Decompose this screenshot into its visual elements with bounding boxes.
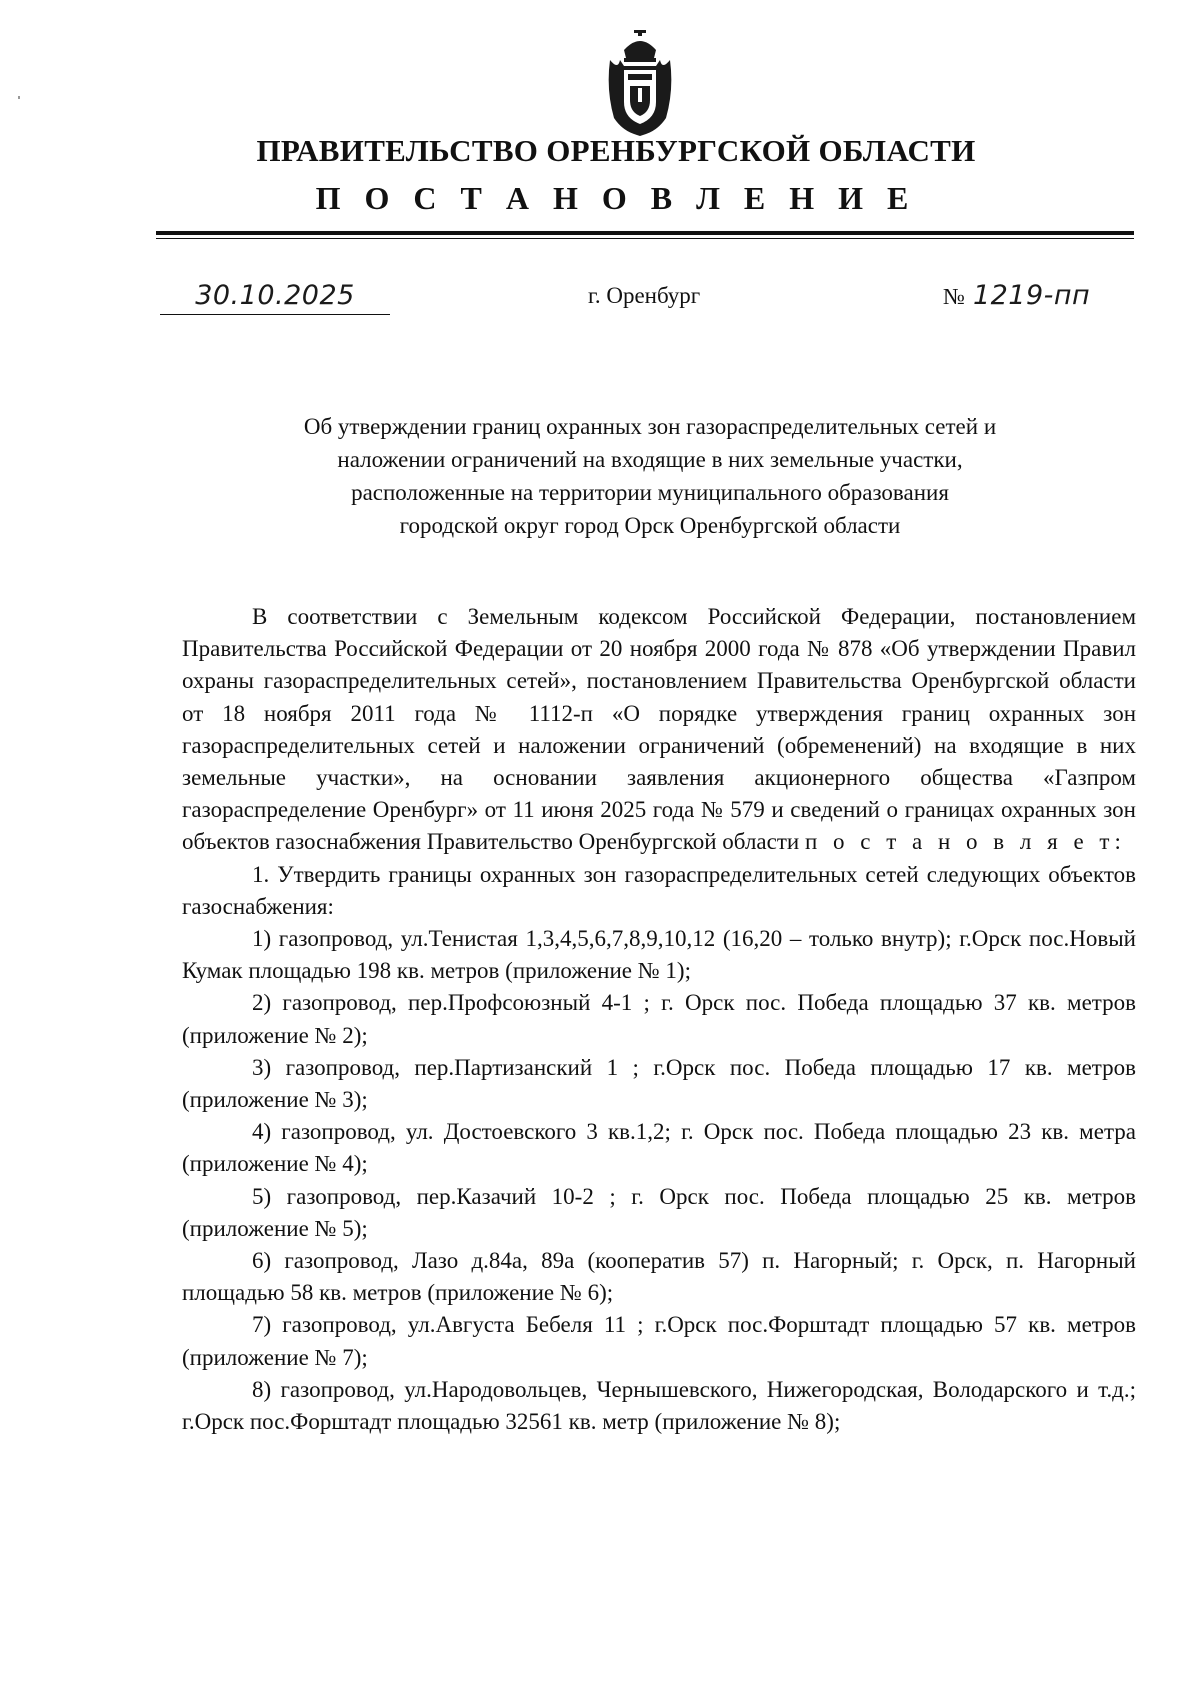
list-item: 3) газопровод, пер.Партизанский 1 ; г.Орск пос. Победа площадью 17 кв. метров (приложение № 3); xyxy=(182,1054,1136,1113)
document-body xyxy=(182,601,1136,1438)
preamble-text: В соответствии с Земельным кодексом Российской Федерации, постановлением Правительства Российской Федерации от 20 ноября 2000 года № 878 «Об утверждении Правил охраны газораспределительных сетей», постановлением Правительства Оренбургской области от 18 ноября 2011 года № 1112-п «О порядке утверждения границ охранных зон газораспределительных сетей и наложении ограничений (обременений) на входящие в них земельные участки», на основании заявления акционерного общества «Газпром газораспределение Оренбург» от 11 июня 2025 года № 579 и сведений о границах охранных зон объектов газоснабжения Правительство Оренбургской области xyxy=(182,604,1136,855)
document-title xyxy=(190,410,1110,542)
header-divider-thick xyxy=(156,231,1134,235)
list-item: 5) газопровод, пер.Казачий 10-2 ; г. Орск пос. Победа площадью 25 кв. метров (приложение № 5); xyxy=(182,1183,1136,1241)
number-handwritten: 1219-пп xyxy=(972,280,1091,311)
coat-of-arms-emblem xyxy=(604,30,676,138)
preamble-paragraph xyxy=(182,601,1136,859)
decree-word: п о с т а н о в л я е т: xyxy=(804,829,1126,855)
list-item: 4) газопровод, ул. Достоевского 3 кв.1,2; г. Орск пос. Победа площадью 23 кв. метра (приложение № 4); xyxy=(182,1119,1136,1177)
date-handwritten: 30.10.2025 xyxy=(195,280,355,311)
title-line: наложении ограничений на входящие в них земельные участки, xyxy=(337,447,963,472)
document-type-heading: П О С Т А Н О В Л Е Н И Е xyxy=(315,180,917,216)
title-line: расположенные на территории муниципального образования xyxy=(351,480,949,505)
number-prefix: № xyxy=(943,284,965,309)
list-item: 6) газопровод, Лазо д.84а, 89а (кооператив 57) п. Нагорный; г. Орск, п. Нагорный площадью 58 кв. метров (приложение № 6); xyxy=(182,1248,1136,1306)
list-item: 7) газопровод, ул.Августа Бебеля 11 ; г.Орск пос.Форштадт площадью 57 кв. метров (приложение № 7); xyxy=(182,1312,1136,1370)
title-line: городской округ город Орск Оренбургской области xyxy=(399,513,901,538)
list-item: 1) газопровод, ул.Тенистая 1,3,4,5,6,7,8,9,10,12 (16,20 – только внутр); г.Орск пос.Новый Кумак площадью 198 кв. метров (приложение № 1); xyxy=(182,926,1136,984)
list-item: 2) газопровод, пер.Профсоюзный 4-1 ; г. Орск пос. Победа площадью 37 кв. метров (приложение № 2); xyxy=(182,990,1136,1048)
organization-heading: ПРАВИТЕЛЬСТВО ОРЕНБУРГСКОЙ ОБЛАСТИ xyxy=(256,133,976,168)
document-date xyxy=(160,280,390,315)
scan-mark xyxy=(18,96,20,99)
clause-1: 1. Утвердить границы охранных зон газораспределительных сетей следующих объектов газоснабжения: xyxy=(182,861,1136,919)
document-number xyxy=(943,280,1090,311)
issue-city: г. Оренбург xyxy=(588,283,701,308)
list-item: 8) газопровод, ул.Народовольцев, Чернышевского, Нижегородская, Володарского и т.д.; г.Орск пос.Форштадт площадью 32561 кв. метр (приложение № 8); xyxy=(182,1376,1136,1435)
title-line: Об утверждении границ охранных зон газораспределительных сетей и xyxy=(303,414,997,439)
header-divider-thin xyxy=(156,238,1134,239)
